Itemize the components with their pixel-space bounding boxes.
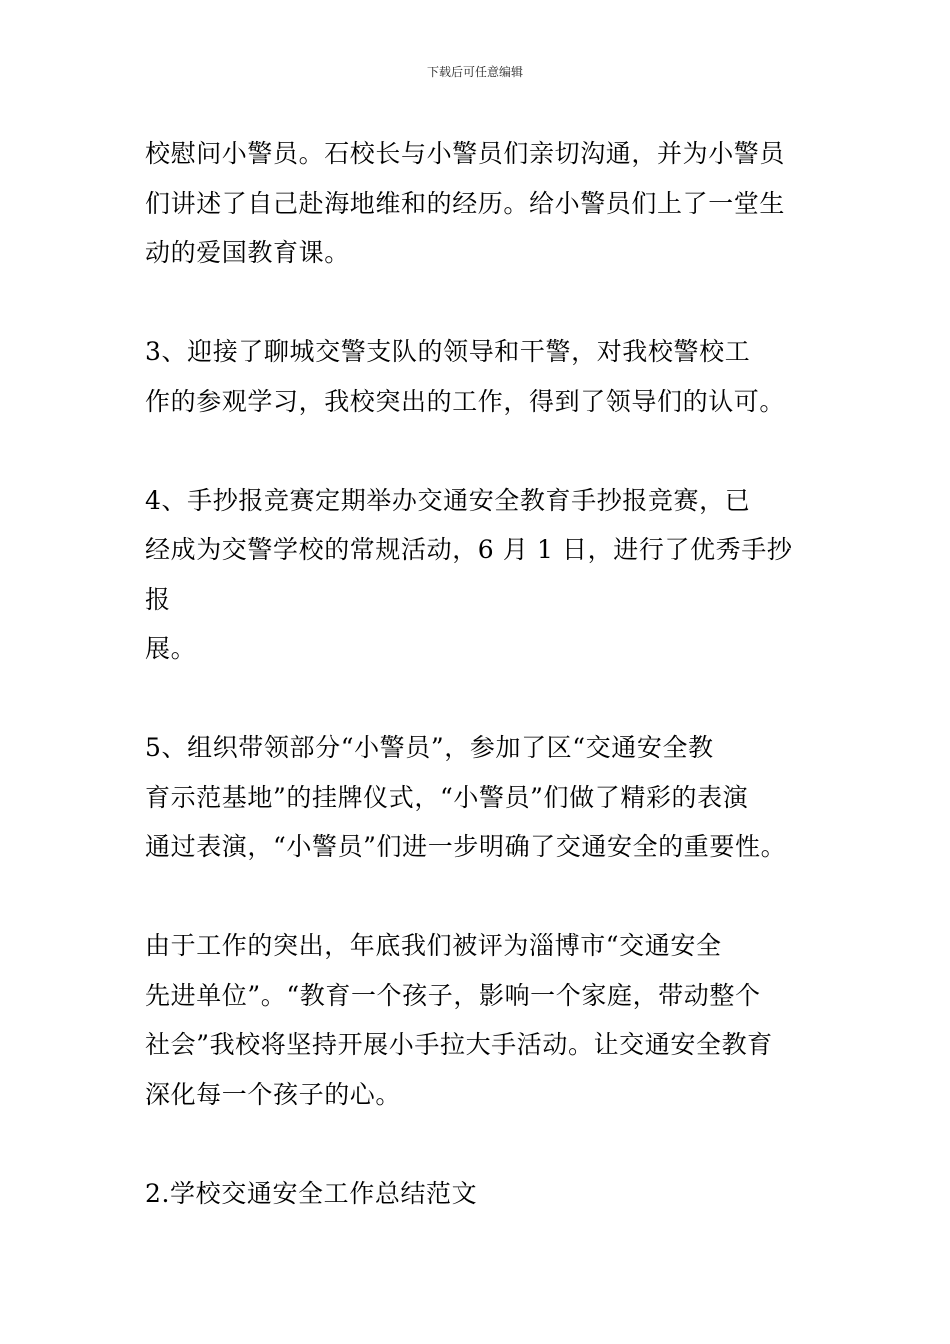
header-note: 下载后可任意编辑	[426, 65, 523, 79]
paragraph-item-4: 4、手抄报竞赛定期举办交通安全教育手抄报竞赛，已 经成为交警学校的常规活动，6 月 1 日，进行了优秀手抄报 展。	[145, 485, 793, 663]
paragraph-item-3: 3、迎接了聊城交警支队的领导和干警，对我校警校工 作的参观学习，我校突出的工作，得到了领导们的认可。	[145, 337, 786, 416]
section-heading: 2.学校交通安全工作总结范文	[145, 1178, 478, 1208]
paragraph-item-5: 5、组织带领部分“小警员”，参加了区“交通安全教 育示范基地”的挂牌仪式，“小警员”们做了精彩的表演 通过表演，“小警员”们进一步明确了交通安全的重要性。	[145, 733, 787, 861]
paragraph-visit-summary: 校慰问小警员。石校长与小警员们亲切沟通，并为小警员 们讲述了自己赴海地维和的经历。给小警员们上了一堂生 动的爱国教育课。	[145, 139, 786, 267]
document-body	[145, 129, 807, 1218]
paragraph-conclusion: 由于工作的突出，年底我们被评为淄博市“交通安全 先进单位”。“教育一个孩子，影响一个家庭，带动整个 社会”我校将坚持开展小手拉大手活动。让交通安全教育 深化每一个孩子的心。	[145, 931, 773, 1109]
